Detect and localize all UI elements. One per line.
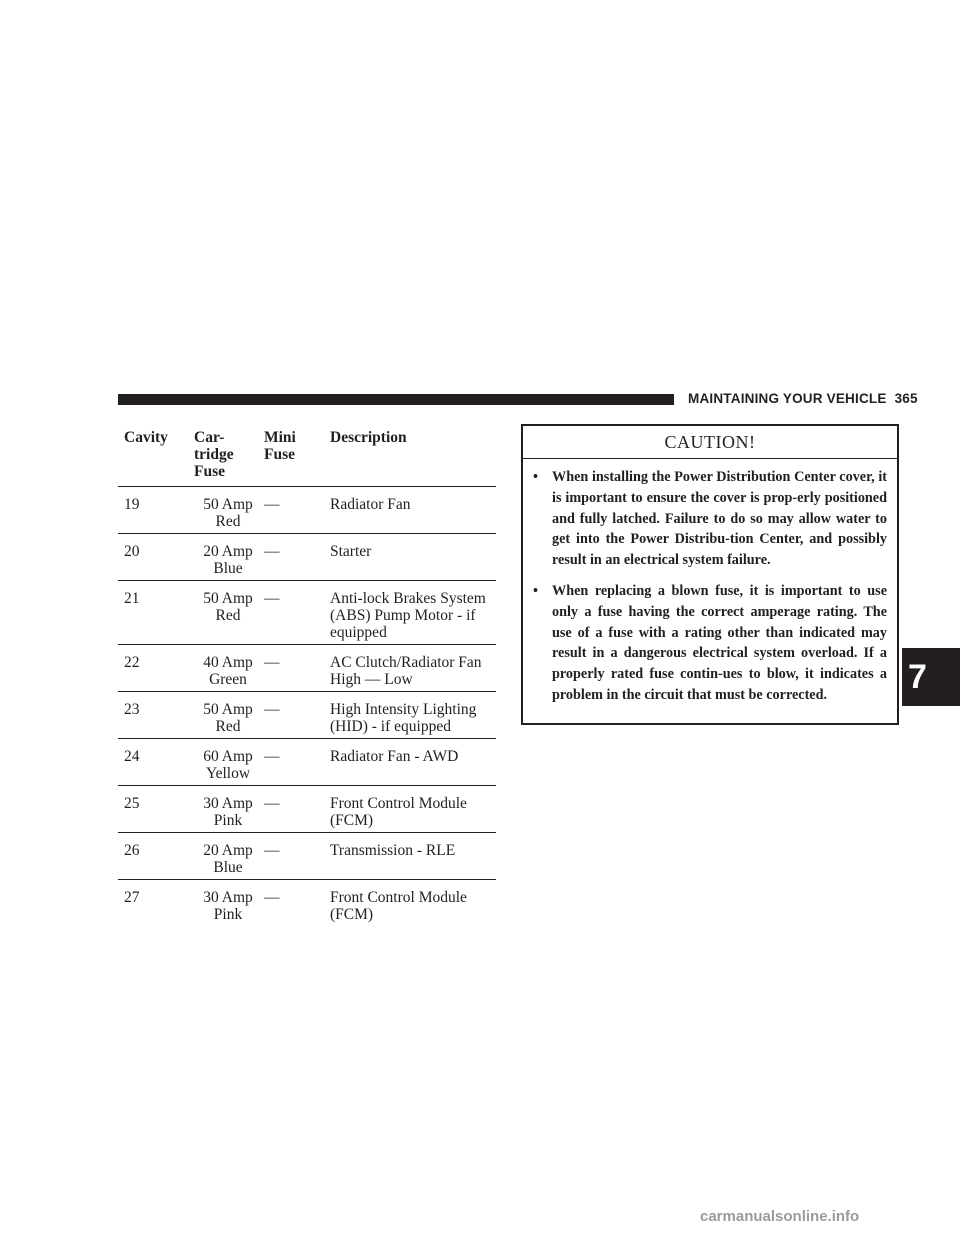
cartridge-fuse-cell: 50 Amp Red — [194, 581, 262, 645]
page-number: 365 — [894, 391, 918, 406]
table-row — [118, 534, 496, 581]
caution-item-text: When replacing a blown fuse, it is important to use only a fuse having the correct amperage rating. The use of a fuse with a rating other than indicated may result in a dangerous electrical system overload. If a properly rated fuse contin-ues to blow, it indicates a problem in the circuit that must be corrected. — [552, 582, 887, 703]
description-cell: Starter — [330, 534, 496, 581]
cartridge-fuse-cell: 40 Amp Green — [194, 645, 262, 692]
bullet-icon: • — [533, 469, 538, 485]
caution-item — [533, 467, 887, 571]
column-header-cavity: Cavity — [118, 424, 194, 487]
cavity-cell: 20 — [118, 534, 194, 581]
cavity-cell: 23 — [118, 692, 194, 739]
caution-item — [533, 581, 887, 706]
column-header-description: Description — [330, 424, 496, 487]
mini-fuse-cell: — — [262, 786, 330, 833]
mini-fuse-cell: — — [262, 645, 330, 692]
table-row — [118, 645, 496, 692]
mini-fuse-cell: — — [262, 833, 330, 880]
table-row — [118, 833, 496, 880]
fuse-table-header-row — [118, 424, 496, 487]
watermark: carmanualsonline.info — [700, 1208, 860, 1225]
cavity-cell: 26 — [118, 833, 194, 880]
running-header — [688, 391, 918, 406]
mini-fuse-cell: — — [262, 581, 330, 645]
description-cell: Anti-lock Brakes System (ABS) Pump Motor - if equipped — [330, 581, 496, 645]
table-row — [118, 739, 496, 786]
table-row — [118, 786, 496, 833]
table-row — [118, 880, 496, 927]
mini-fuse-cell: — — [264, 889, 280, 906]
section-title: MAINTAINING YOUR VEHICLE — [688, 391, 887, 406]
description-cell: AC Clutch/Radiator Fan High — Low — [330, 645, 496, 692]
description-cell: Radiator Fan — [330, 487, 496, 534]
cartridge-fuse-cell: 50 Amp Red — [194, 692, 262, 739]
header-rule — [118, 394, 674, 405]
cavity-cell: 25 — [118, 786, 194, 833]
caution-list — [523, 459, 897, 706]
mini-fuse-cell: — — [262, 739, 330, 786]
caution-title: CAUTION! — [523, 426, 897, 459]
description-cell: Front Control Module (FCM) — [330, 889, 467, 923]
cavity-cell: 24 — [118, 739, 194, 786]
cavity-cell: 21 — [118, 581, 194, 645]
description-cell: High Intensity Lighting (HID) - if equipped — [330, 692, 496, 739]
cartridge-fuse-cell: 20 Amp Blue — [194, 534, 262, 581]
column-header-cartridge-fuse: Car- tridge Fuse — [194, 424, 262, 487]
description-cell: Transmission - RLE — [330, 833, 496, 880]
mini-fuse-cell: — — [262, 692, 330, 739]
cavity-cell: 19 — [118, 487, 194, 534]
caution-box — [521, 424, 899, 725]
table-row — [118, 581, 496, 645]
cartridge-fuse-cell: 20 Amp Blue — [194, 833, 262, 880]
cartridge-fuse-cell: 60 Amp Yellow — [194, 739, 262, 786]
cavity-cell: 22 — [118, 645, 194, 692]
fuse-table — [118, 424, 496, 926]
column-header-mini-fuse: Mini Fuse — [262, 424, 330, 487]
description-cell: Radiator Fan - AWD — [330, 739, 496, 786]
cartridge-fuse-cell: 50 Amp Red — [194, 487, 262, 534]
description-cell: Front Control Module (FCM) — [330, 786, 496, 833]
caution-item-text: When installing the Power Distribution Center cover, it is important to ensure the cover is prop-erly positioned and fully latched. Failure to do so may allow water to get into the Power Distribu-tion Center, and possibly result in an electrical system failure. — [552, 469, 887, 569]
mini-fuse-cell: — — [262, 487, 330, 534]
cartridge-fuse-cell: 30 Amp Pink — [194, 786, 262, 833]
bullet-icon: • — [533, 582, 538, 599]
table-row — [118, 692, 496, 739]
cartridge-fuse-cell: 30 Amp Pink — [203, 889, 253, 923]
cavity-cell: 27 — [124, 889, 140, 906]
chapter-tab: 7 — [902, 648, 960, 706]
table-row — [118, 487, 496, 534]
mini-fuse-cell: — — [262, 534, 330, 581]
